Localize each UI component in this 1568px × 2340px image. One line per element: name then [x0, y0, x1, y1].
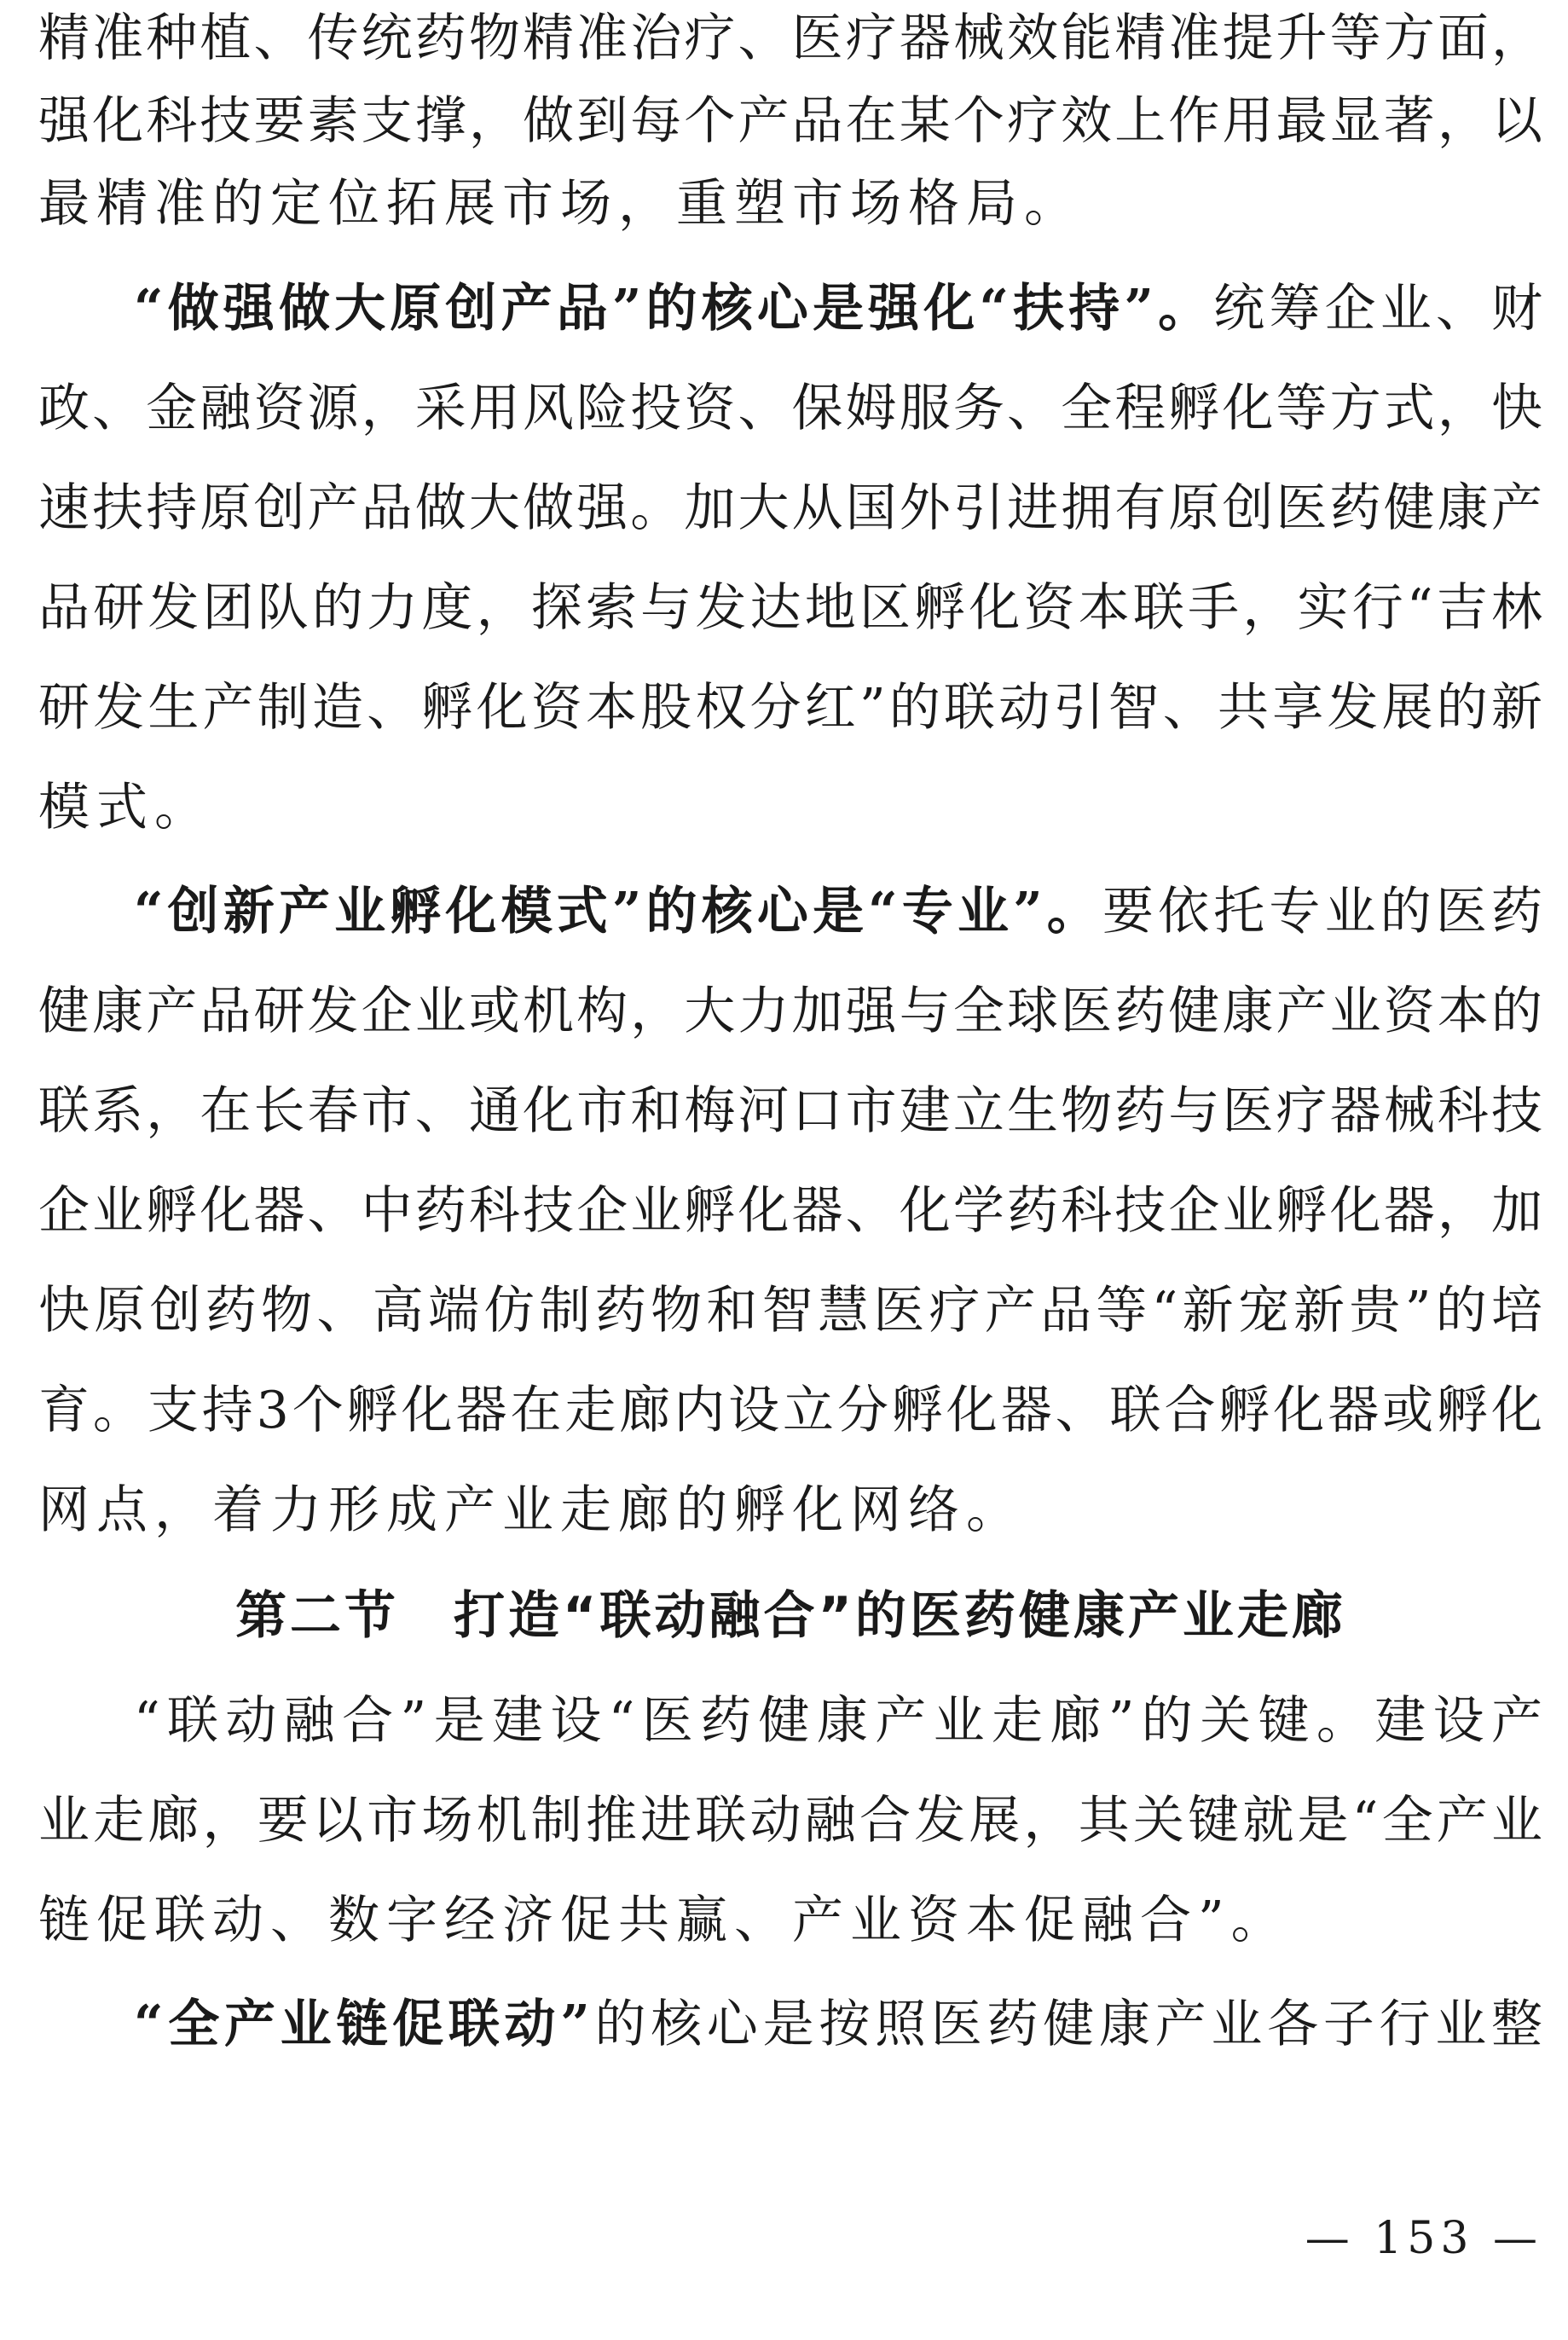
paragraph-first-line	[38, 275, 1543, 343]
text-line: “联动融合”是建设“医药健康产业走廊”的关键。建设产	[134, 1691, 1543, 1751]
text-line: 研发生产制造、孵化资本股权分红”的联动引智、共享发展的新	[38, 678, 1543, 738]
text-line: 快原创药物、高端仿制药物和智慧医疗产品等“新宠新贵”的培	[38, 1281, 1543, 1341]
page-number: — 153 —	[1305, 2213, 1542, 2264]
text-line: 育。支持3个孵化器在走廊内设立分孵化器、联合孵化器或孵化	[38, 1381, 1543, 1440]
text-span: 要依托专业的医药	[1102, 882, 1544, 941]
paragraph-lead: “创新产业孵化模式”的核心是“专业”。	[134, 882, 1102, 941]
text-line: 精准种植、传统药物精准治疗、医疗器械效能精准提升等方面，	[38, 9, 1543, 68]
section-heading: 第二节 打造“联动融合”的医药健康产业走廊	[235, 1586, 1346, 1646]
paragraph-first-line	[38, 1990, 1543, 2059]
text-line: 网点，着力形成产业走廊的孵化网络。	[38, 1480, 1024, 1540]
paragraph-lead: “全产业链促联动”	[134, 1995, 591, 2054]
text-line: 业走廊，要以市场机制推进联动融合发展，其关键就是“全产业	[38, 1791, 1543, 1851]
text-span: 统筹企业、财	[1213, 279, 1544, 339]
text-line: 企业孵化器、中药科技企业孵化器、化学药科技企业孵化器，加	[38, 1181, 1543, 1241]
text-span: 的核心是按照医药健康产业各子行业整	[590, 1995, 1543, 2054]
text-line: 模式。	[38, 778, 212, 837]
text-line: 最精准的定位拓展市场，重塑市场格局。	[38, 174, 1082, 234]
text-line: 品研发团队的力度，探索与发达地区孵化资本联手，实行“吉林	[38, 578, 1543, 638]
paragraph-lead: “做强做大原创产品”的核心是强化“扶持”。	[134, 279, 1214, 339]
text-line: 强化科技要素支撑，做到每个产品在某个疗效上作用最显著，以	[38, 91, 1543, 151]
paragraph-first-line	[38, 878, 1543, 946]
text-line: 速扶持原创产品做大做强。加大从国外引进拥有原创医药健康产	[38, 478, 1543, 538]
text-line: 健康产品研发企业或机构，大力加强与全球医药健康产业资本的	[38, 982, 1543, 1041]
text-line: 政、金融资源，采用风险投资、保姆服务、全程孵化等方式，快	[38, 379, 1543, 438]
text-line: 链促联动、数字经济促共赢、产业资本促融合”。	[38, 1891, 1289, 1950]
text-line: 联系，在长春市、通化市和梅河口市建立生物药与医疗器械科技	[38, 1081, 1543, 1141]
